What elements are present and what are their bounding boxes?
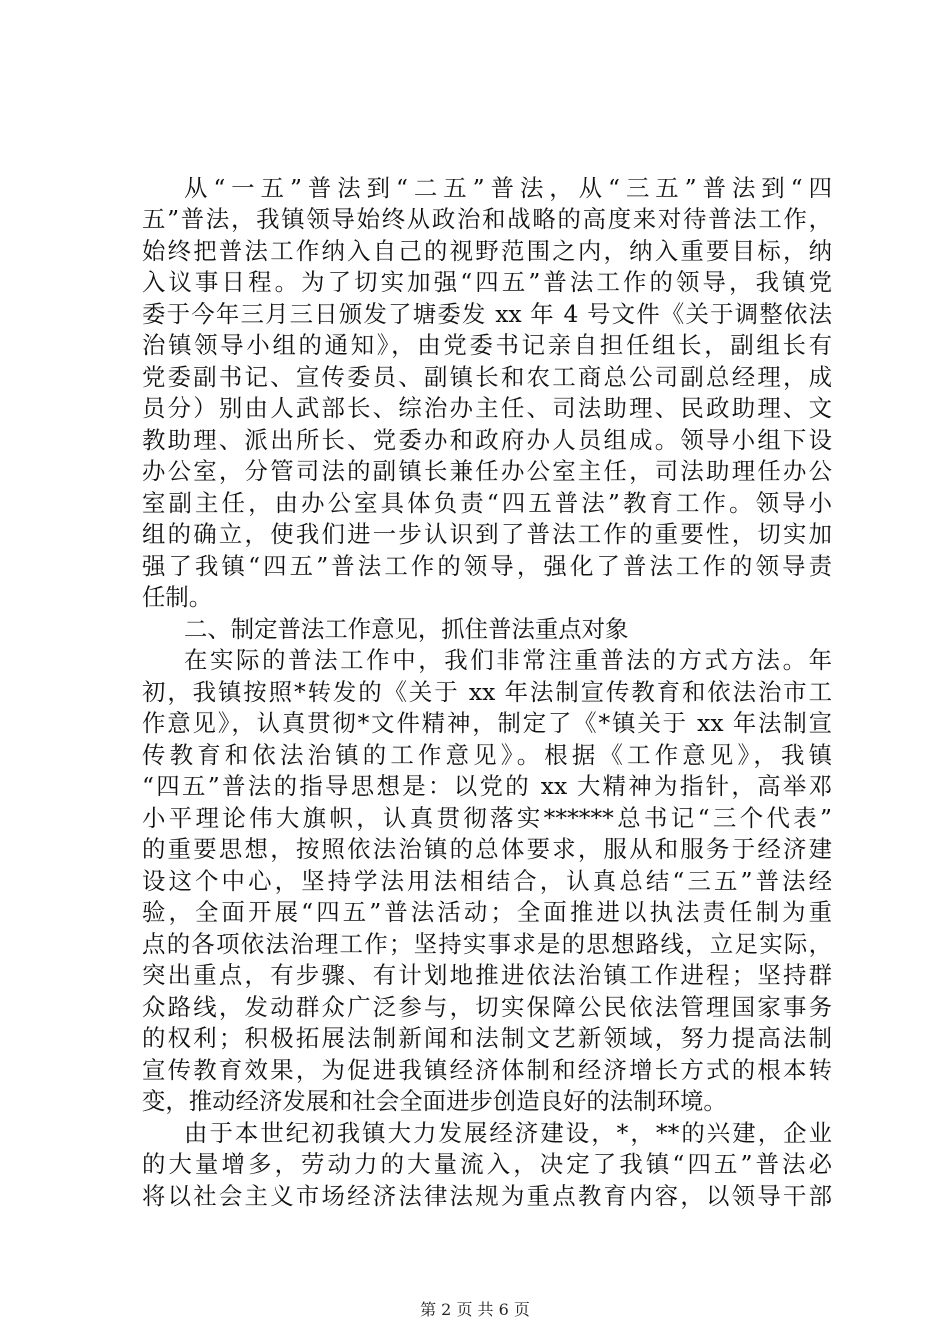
- text-line: “四五”普法的指导思想是：以党的 xx 大精神为指针，高举邓: [142, 772, 832, 800]
- text-line: 验，全面开展“四五”普法活动；全面推进以执法责任制为重: [142, 898, 832, 926]
- text-line: 初，我镇按照*转发的《关于 xx 年法制宣传教育和依法治市工: [142, 678, 832, 706]
- page-number-footer: 第 2 页 共 6 页: [420, 1300, 530, 1319]
- text-line: 将以社会主义市场经济法律法规为重点教育内容，以领导干部: [142, 1182, 832, 1210]
- text-line: 作意见》，认真贯彻*文件精神，制定了《*镇关于 xx 年法制宣: [142, 709, 832, 737]
- text-line: 始终把普法工作纳入自己的视野范围之内，纳入重要目标，纳: [142, 237, 832, 265]
- text-line: 众路线，发动群众广泛参与，切实保障公民依法管理国家事务: [142, 993, 832, 1021]
- text-line: 传教育和依法治镇的工作意见》。根据《工作意见》，我镇: [142, 741, 832, 769]
- text-line: 强了我镇“四五”普法工作的领导，强化了普法工作的领导责: [142, 552, 832, 580]
- text-line: 点的各项依法治理工作；坚持实事求是的思想路线，立足实际，: [142, 930, 832, 958]
- text-line: 宣传教育效果，为促进我镇经济体制和经济增长方式的根本转: [142, 1056, 832, 1084]
- text-line: 的权利；积极拓展法制新闻和法制文艺新领域，努力提高法制: [142, 1024, 832, 1052]
- text-line: 室副主任，由办公室具体负责“四五普法”教育工作。领导小: [142, 489, 832, 517]
- text-line: 在实际的普法工作中，我们非常注重普法的方式方法。年: [184, 646, 832, 674]
- section-heading: 二、制定普法工作意见，抓住普法重点对象: [184, 615, 629, 643]
- text-line: 教助理、派出所长、党委办和政府办人员组成。领导小组下设: [142, 426, 832, 454]
- text-line: 治镇领导小组的通知》，由党委书记亲自担任组长，副组长有: [142, 331, 832, 359]
- text-line: 委于今年三月三日颁发了塘委发 xx 年 4 号文件《关于调整依法: [142, 300, 832, 328]
- text-line: 的重要思想，按照依法治镇的总体要求，服从和服务于经济建: [142, 835, 832, 863]
- text-line: 五”普法，我镇领导始终从政治和战略的高度来对待普法工作，: [142, 205, 832, 233]
- text-line: 由于本世纪初我镇大力发展经济建设，*，**的兴建，企业: [184, 1119, 832, 1147]
- text-line: 设这个中心，坚持学法用法相结合，认真总结“三五”普法经: [142, 867, 832, 895]
- text-line: 任制。: [142, 583, 213, 611]
- text-line: 的大量增多，劳动力的大量流入，决定了我镇“四五”普法必: [142, 1150, 832, 1178]
- text-line: 入议事日程。为了切实加强“四五”普法工作的领导，我镇党: [142, 268, 832, 296]
- text-line: 办公室，分管司法的副镇长兼任办公室主任，司法助理任办公: [142, 457, 832, 485]
- text-line: 小平理论伟大旗帜，认真贯彻落实******总书记“三个代表”: [142, 804, 832, 832]
- text-line: 党委副书记、宣传委员、副镇长和农工商总公司副总经理，成: [142, 363, 832, 391]
- text-line: 从“一五”普法到“二五”普法，从“三五”普法到“四: [184, 174, 832, 202]
- text-line: 组的确立，使我们进一步认识到了普法工作的重要性，切实加: [142, 520, 832, 548]
- text-line: 突出重点，有步骤、有计划地推进依法治镇工作进程；坚持群: [142, 961, 832, 989]
- text-line: 员分）别由人武部长、综治办主任、司法助理、民政助理、文: [142, 394, 832, 422]
- text-line: 变，推动经济发展和社会全面进步创造良好的法制环境。: [142, 1087, 727, 1115]
